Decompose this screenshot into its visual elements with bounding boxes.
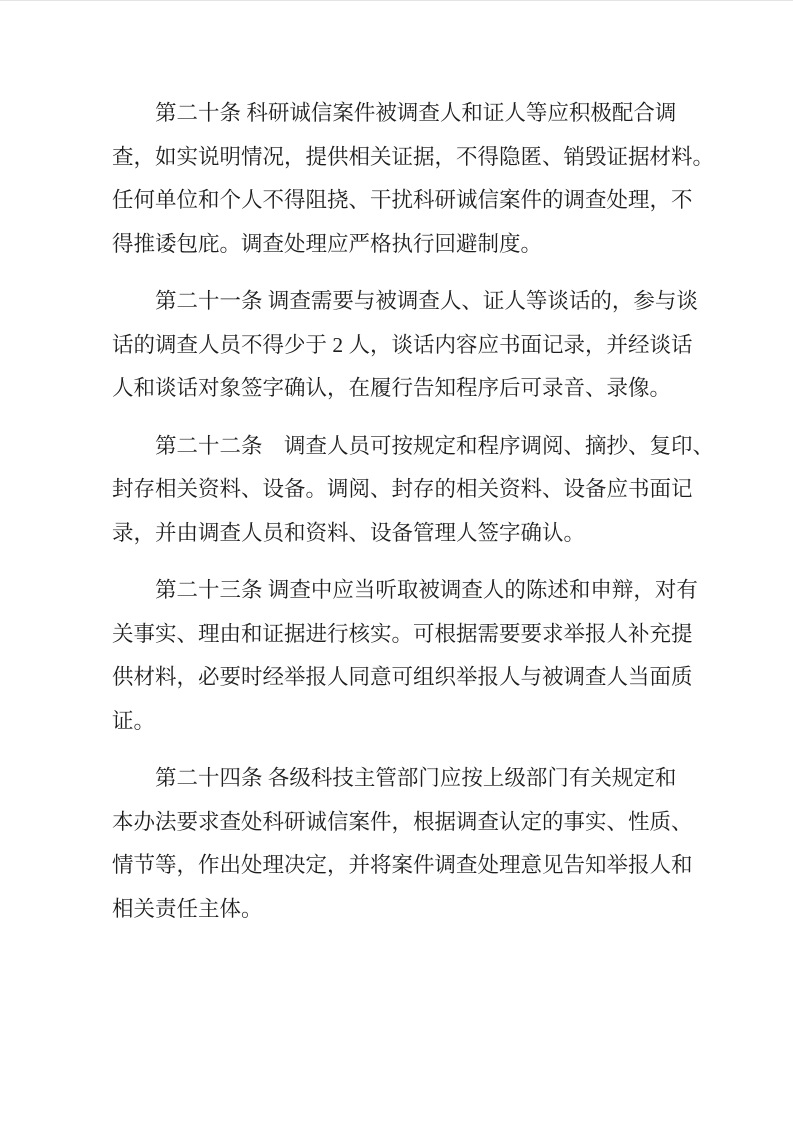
text-line: 相关责任主体。 — [112, 896, 263, 921]
paragraph-article-24 — [112, 757, 715, 931]
paragraph-article-21 — [112, 280, 715, 411]
text-line: 第二十一条 调查需要与被调查人、证人等谈话的，参与谈 — [155, 289, 698, 313]
text-line: 供材料，必要时经举报人同意可组织举报人与被调查人当面质 — [112, 665, 693, 689]
text-line: 本办法要求查处科研诚信案件，根据调查认定的事实、性质、 — [112, 809, 693, 834]
text-line: 情节等，作出处理决定，并将案件调查处理意见告知举报人和 — [112, 853, 693, 877]
text-line: 第二十二条 调查人员可按规定和程序调阅、摘抄、复印、 — [155, 433, 715, 458]
text-line: 人和谈话对象签字确认，在履行告知程序后可录音、录像。 — [112, 376, 672, 400]
text-line: 录，并由调查人员和资料、设备管理人签字确认。 — [112, 520, 586, 545]
text-line: 查，如实说明情况，提供相关证据，不得隐匿、销毁证据材料。 — [112, 144, 715, 169]
text-line: 话的调查人员不得少于 2 人，谈话内容应书面记录，并经谈话 — [112, 332, 693, 357]
text-line: 证。 — [112, 708, 156, 733]
text-line: 任何单位和个人不得阻挠、干扰科研诚信案件的调查处理，不 — [112, 188, 693, 212]
text-line: 封存相关资料、设备。调阅、封存的相关资料、设备应书面记 — [112, 477, 693, 501]
text-line: 第二十条 科研诚信案件被调查人和证人等应积极配合调 — [155, 101, 677, 125]
text-line: 关事实、理由和证据进行核实。可根据需要要求举报人补充提 — [112, 621, 693, 646]
text-line: 第二十三条 调查中应当听取被调查人的陈述和申辩，对有 — [155, 578, 698, 602]
paragraph-article-20 — [112, 92, 715, 266]
text-line: 第二十四条 各级科技主管部门应按上级部门有关规定和 — [155, 766, 677, 790]
text-line: 得推诿包庇。调查处理应严格执行回避制度。 — [112, 231, 543, 256]
paragraph-article-23 — [112, 569, 715, 743]
paragraph-article-22 — [112, 425, 715, 556]
